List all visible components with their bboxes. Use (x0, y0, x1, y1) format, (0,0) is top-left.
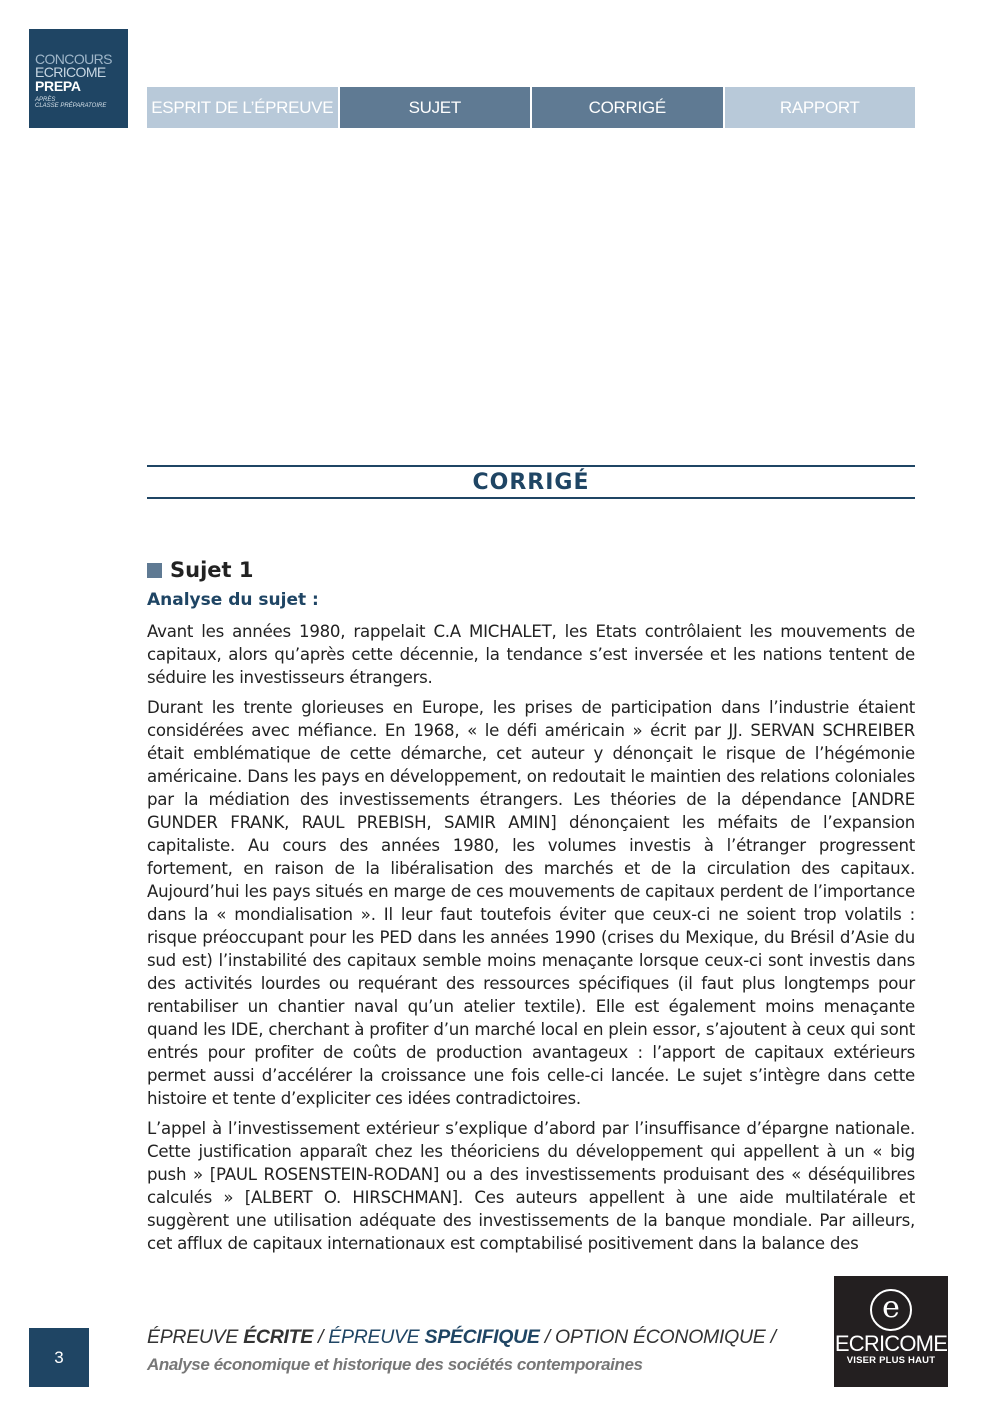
footer-exam-type (147, 1326, 776, 1349)
footer-part2-regular: ÉPREUVE (328, 1326, 425, 1348)
footer-part1-regular: ÉPREUVE (147, 1326, 244, 1348)
ecricome-brand: ECRICOME (834, 1331, 948, 1356)
logo-line-classe: CLASSE PRÉPARATOIRE (35, 103, 107, 109)
title-rule-top (147, 465, 915, 467)
tab-corrige[interactable]: CORRIGÉ (532, 87, 723, 128)
logo-line-ecricome: ECRICOME (35, 64, 106, 80)
logo-line-apres: APRÈS (35, 97, 56, 103)
footer-subtitle: Analyse économique et historique des sociétés contemporaines (147, 1355, 643, 1374)
tab-sujet[interactable]: SUJET (340, 87, 531, 128)
logo-line-concours: CONCOURS (35, 51, 112, 67)
page-number: 3 (29, 1328, 89, 1387)
footer-part2-bold: SPÉCIFIQUE (424, 1326, 540, 1348)
body-text (147, 620, 915, 1262)
footer-part1-bold: ÉCRITE (243, 1326, 313, 1348)
footer-sep2: / (539, 1326, 555, 1348)
tab-esprit-epreuve[interactable]: ESPRIT DE L’ÉPREUVE (147, 87, 338, 128)
ecricome-prepa-logo (29, 29, 128, 128)
section-title: CORRIGÉ (472, 470, 590, 495)
tab-rapport[interactable]: RAPPORT (725, 87, 916, 128)
paragraph-3: L’appel à l’investissement extérieur s’explique d’abord par l’insuffisance d’épargne nationale. Cette justification apparaît chez les théoriciens du développement qui appellent à un « big push » [PAUL ROSENSTEIN-RODAN] ou a des investissements produisant des « déséquilibres calculés » [ALBERT O. HIRSCHMAN]. Ces auteurs appellent à une aide multilatérale et suggèrent une utilisation adéquate des investissements de la banque mondiale. Par ailleurs, cet afflux de capitaux internationaux est comptabilisé positivement dans la balance des (147, 1119, 915, 1253)
logo-line-prepa: PREPA (35, 78, 81, 94)
title-rule-bottom (147, 497, 915, 499)
ecricome-e-icon: e (870, 1289, 912, 1331)
footer-part3: OPTION ÉCONOMIQUE (554, 1326, 766, 1348)
ecricome-tagline: VISER PLUS HAUT (846, 1355, 936, 1366)
footer-sep1: / (312, 1326, 329, 1348)
paragraph-1: Avant les années 1980, rappelait C.A MICHALET, les Etats contrôlaient les mouvements de capitaux, alors qu’après cette décennie, la tendance s’est inversée et les nations tentent de séduire les investisseurs étrangers. (147, 622, 915, 687)
footer-sep3: / (765, 1326, 776, 1348)
section-tabs (147, 87, 915, 128)
subject-heading (147, 558, 253, 582)
subject-label: Sujet 1 (170, 558, 254, 582)
ecricome-logo (834, 1276, 948, 1387)
paragraph-2: Durant les trente glorieuses en Europe, les prises de participation dans l’industrie étaient considérées avec méfiance. En 1968, « le défi américain » écrit par JJ. SERVAN SCHREIBER était emblématique de cette démarche, cet auteur y dénonçait le risque de l’hégémonie américaine. Dans les pays en développement, on redoutait le maintien des relations coloniales par la médiation des investissements étrangers. Les théories de la dépendance [ANDRE GUNDER FRANK, RAUL PREBISH, SAMIR AMIN] dénonçaient les méfaits de l’expansion capitaliste. Au cours des années 1980, les volumes investis à l’étranger progressent fortement, en raison de la libéralisation des marchés et de la circulation des capitaux. Aujourd’hui les pays situés en marge de ces mouvements de capitaux perdent de l’importance dans la « mondialisation ». Il leur faut toutefois éviter que ceux-ci ne soient trop volatils : risque préoccupant pour les PED dans les années 1990 (crises du Mexique, du Brésil d’Asie du sud est) l’instabilité des capitaux semble moins menaçante lorsque ceux-ci sont investis dans des activités lourdes ou requérant des ressources spécifiques (il faut plus longtemps pour rentabiliser un chantier naval qu’un atelier textile). Elle est également moins menaçante quand les IDE, cherchant à profiter d’un marché local en plein essor, s’ajoutent à ceux qui sont entrés pour profiter de coûts de production avantageux : l’apport de capitaux extérieurs permet aussi d’accélérer la croissance une fois celle-ci lancée. Le sujet s’intègre dans cette histoire et tente d’expliciter ces idées contradictoires. (147, 698, 915, 1108)
square-bullet-icon (147, 563, 162, 578)
analysis-subheading: Analyse du sujet : (147, 590, 319, 610)
